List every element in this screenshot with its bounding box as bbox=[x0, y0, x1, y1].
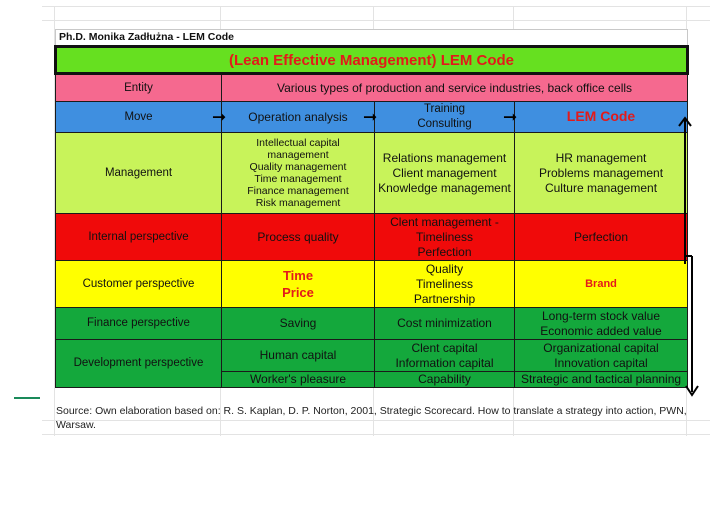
list-item: Intellectual capital management bbox=[256, 137, 340, 161]
customer-perspective-row bbox=[56, 261, 688, 308]
list-item: Client management bbox=[392, 165, 497, 180]
finance-perspective-row bbox=[56, 308, 688, 340]
source-note: Source: Own elaboration based on: R. S. Kaplan, D. P. Norton, 2001, Strategic Scorecard. How to translate a strategy into action, PWN, Warsaw. bbox=[56, 405, 687, 431]
right-arrow-icon: ➞ bbox=[212, 107, 227, 127]
management-row bbox=[56, 133, 688, 214]
development-col1a[interactable]: Human capital bbox=[222, 340, 375, 372]
list-item: Quality management bbox=[249, 161, 347, 173]
list-item: Time bbox=[282, 268, 314, 283]
move-step-label: Operation analysis bbox=[248, 109, 348, 124]
development-col2a[interactable] bbox=[375, 340, 515, 372]
finance-col3[interactable] bbox=[515, 308, 688, 340]
list-item: Information capital bbox=[395, 355, 494, 370]
list-item: Knowledge management bbox=[378, 180, 511, 195]
list-item: Problems management bbox=[538, 165, 664, 180]
customer-col1[interactable] bbox=[222, 261, 375, 308]
move-step-lem-code[interactable] bbox=[503, 102, 688, 133]
development-col2b[interactable]: Capability bbox=[375, 372, 515, 388]
author-row bbox=[56, 30, 688, 47]
development-col3b[interactable]: Strategic and tactical planning bbox=[515, 372, 688, 388]
finance-label[interactable]: Finance perspective bbox=[56, 308, 222, 340]
internal-col1[interactable]: Process quality bbox=[222, 214, 375, 261]
move-step-label: Training bbox=[423, 103, 466, 115]
right-arrow-icon: ➞ bbox=[503, 107, 518, 127]
move-step-training-consulting[interactable] bbox=[363, 102, 518, 133]
finance-col1[interactable]: Saving bbox=[222, 308, 375, 340]
table-title[interactable]: (Lean Effective Management) LEM Code bbox=[56, 47, 688, 74]
move-label[interactable]: Move bbox=[56, 102, 222, 133]
list-item: HR management bbox=[555, 150, 647, 165]
list-item: Risk management bbox=[255, 197, 341, 209]
internal-perspective-row bbox=[56, 214, 688, 261]
internal-col2[interactable] bbox=[375, 214, 515, 261]
entity-label[interactable]: Entity bbox=[56, 74, 222, 102]
vertical-double-arrow-icon bbox=[676, 114, 696, 400]
development-col1b[interactable]: Worker's pleasure bbox=[222, 372, 375, 388]
move-step-label: Consulting bbox=[417, 118, 472, 130]
management-col3[interactable] bbox=[515, 133, 688, 214]
list-item: Clent management - bbox=[390, 214, 499, 229]
entity-value[interactable]: Various types of production and service industries, back office cells bbox=[222, 74, 688, 102]
customer-label[interactable]: Customer perspective bbox=[56, 261, 222, 308]
internal-col3[interactable]: Perfection bbox=[515, 214, 688, 261]
customer-col3[interactable]: Brand bbox=[515, 261, 688, 308]
move-row bbox=[56, 102, 688, 133]
development-label[interactable]: Development perspective bbox=[56, 340, 222, 388]
finance-col2[interactable]: Cost minimization bbox=[375, 308, 515, 340]
list-item: Relations management bbox=[382, 150, 507, 165]
move-step-label: LEM Code bbox=[566, 108, 636, 124]
right-arrow-icon: ➞ bbox=[363, 107, 378, 127]
list-item: Partnership bbox=[413, 291, 476, 306]
internal-label[interactable]: Internal perspective bbox=[56, 214, 222, 261]
move-step-operation-analysis[interactable] bbox=[212, 102, 378, 133]
list-item: Organizational capital bbox=[543, 340, 659, 355]
cell-cursor-mark bbox=[14, 397, 40, 399]
development-perspective-row bbox=[56, 340, 688, 372]
management-col2[interactable] bbox=[375, 133, 515, 214]
management-col1[interactable] bbox=[222, 133, 375, 214]
list-item: Culture management bbox=[544, 180, 658, 195]
lem-code-table bbox=[54, 29, 686, 388]
customer-col2[interactable] bbox=[375, 261, 515, 308]
list-item: Long-term stock value bbox=[541, 308, 661, 323]
entity-row bbox=[56, 74, 688, 102]
list-item: Finance management bbox=[247, 185, 349, 197]
list-item: Economic added value bbox=[540, 323, 662, 338]
list-item: Quality bbox=[425, 261, 464, 276]
list-item: Perfection bbox=[417, 244, 472, 259]
list-item: Innovation capital bbox=[554, 355, 648, 370]
list-item: Timeliness bbox=[416, 276, 473, 291]
list-item: Timeliness bbox=[416, 229, 473, 244]
title-row bbox=[56, 47, 688, 74]
list-item: Clent capital bbox=[411, 340, 478, 355]
author-cell[interactable]: Ph.D. Monika Zadłużna - LEM Code bbox=[56, 30, 688, 47]
list-item: Price bbox=[282, 285, 314, 300]
development-col3a[interactable] bbox=[515, 340, 688, 372]
list-item: Time management bbox=[254, 173, 342, 185]
management-label[interactable]: Management bbox=[56, 133, 222, 214]
